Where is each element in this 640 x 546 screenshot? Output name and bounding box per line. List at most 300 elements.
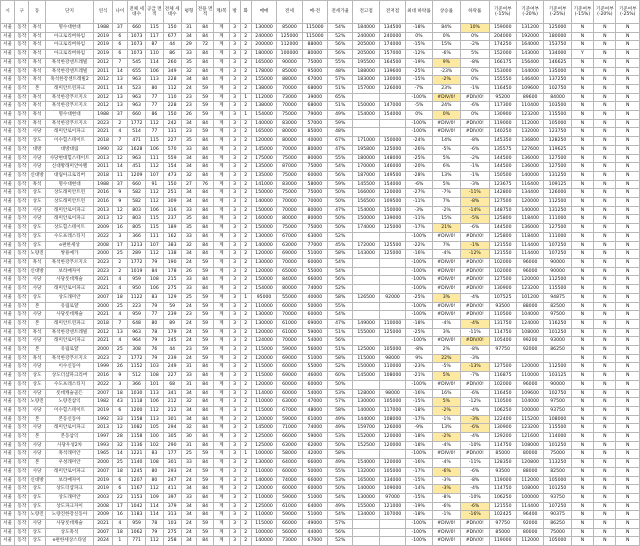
table-cell[interactable]: 1965	[94, 450, 112, 459]
table-cell[interactable]: 2019	[94, 476, 112, 485]
table-cell[interactable]: 60000	[277, 389, 302, 398]
table-cell[interactable]: 31	[181, 24, 196, 33]
table-cell[interactable]: 6%	[432, 163, 460, 172]
table-cell[interactable]	[353, 302, 379, 311]
table-cell[interactable]: 3	[229, 433, 240, 442]
table-cell[interactable]: 5%	[461, 50, 489, 59]
table-cell[interactable]: 144000	[516, 67, 543, 76]
column-header[interactable]: 전고점	[353, 1, 379, 24]
table-cell[interactable]: 120000	[251, 380, 276, 389]
table-cell[interactable]: 523	[127, 84, 145, 93]
table-cell[interactable]: 서울	[1, 511, 15, 520]
table-cell[interactable]: 84	[197, 493, 214, 502]
table-cell[interactable]: 108000	[544, 415, 571, 424]
table-cell[interactable]: 계	[214, 119, 229, 128]
table-cell[interactable]: 115	[146, 215, 163, 224]
table-cell[interactable]: 동작	[15, 398, 29, 407]
table-cell[interactable]: 2	[240, 276, 251, 285]
table-cell[interactable]: 서울	[1, 128, 15, 137]
table-cell[interactable]: 175000	[251, 154, 276, 163]
table-cell[interactable]: 60000	[277, 380, 302, 389]
table-cell[interactable]: 33	[181, 372, 196, 381]
table-cell[interactable]: 32	[112, 441, 127, 450]
table-cell[interactable]: 24	[181, 337, 196, 346]
table-cell[interactable]: N	[571, 215, 593, 224]
table-cell[interactable]: 75000	[302, 189, 327, 198]
table-cell[interactable]: 6	[112, 50, 127, 59]
table-cell[interactable]: 103500	[544, 102, 571, 111]
table-cell[interactable]: #DIV/0!	[461, 267, 489, 276]
table-cell[interactable]: 106	[146, 145, 163, 154]
table-cell[interactable]: 144500	[489, 163, 516, 172]
table-cell[interactable]: 동작	[15, 232, 29, 241]
table-cell[interactable]: 2016	[94, 198, 112, 207]
table-cell[interactable]: N	[594, 476, 616, 485]
table-cell[interactable]: 144500	[489, 154, 516, 163]
table-cell[interactable]: 49%	[328, 459, 353, 468]
table-cell[interactable]: 120000	[516, 363, 543, 372]
table-cell[interactable]: 상도	[29, 537, 45, 546]
table-cell[interactable]: 120000	[251, 354, 276, 363]
table-cell[interactable]: 115500	[544, 111, 571, 120]
table-cell[interactable]: 7	[112, 319, 127, 328]
table-cell[interactable]: 2	[112, 354, 127, 363]
table-cell[interactable]: 112000	[516, 119, 543, 128]
table-cell[interactable]: 2021	[94, 337, 112, 346]
table-cell[interactable]: 77	[146, 102, 163, 111]
table-cell[interactable]: 동작	[15, 198, 29, 207]
table-cell[interactable]: -6%	[461, 424, 489, 433]
table-cell[interactable]: 113	[146, 76, 163, 85]
table-cell[interactable]: 동작	[15, 528, 29, 537]
table-cell[interactable]: 86	[163, 50, 181, 59]
table-cell[interactable]: -9%	[406, 424, 432, 433]
table-cell[interactable]: 61000	[302, 415, 327, 424]
table-cell[interactable]: 104000	[516, 398, 543, 407]
table-cell[interactable]: 노량진한강신동아	[45, 511, 94, 520]
table-cell[interactable]: 959	[127, 276, 145, 285]
table-cell[interactable]: 49000	[302, 520, 327, 529]
table-cell[interactable]: 67000	[277, 232, 302, 241]
table-cell[interactable]: 35	[181, 224, 196, 233]
table-cell[interactable]: 이수신동아	[45, 363, 94, 372]
table-cell[interactable]: 180000	[353, 154, 379, 163]
table-cell[interactable]: -11%	[461, 189, 489, 198]
table-cell[interactable]: N	[594, 50, 616, 59]
table-cell[interactable]: N	[594, 137, 616, 146]
table-cell[interactable]: N	[571, 302, 593, 311]
table-cell[interactable]: 34	[181, 154, 196, 163]
table-cell[interactable]: N	[616, 189, 640, 198]
table-cell[interactable]: 3	[229, 198, 240, 207]
table-cell[interactable]: -12%	[461, 398, 489, 407]
table-cell[interactable]: -2%	[461, 154, 489, 163]
table-cell[interactable]: 1997	[94, 433, 112, 442]
table-cell[interactable]: 84	[197, 145, 214, 154]
table-cell[interactable]: 79	[146, 528, 163, 537]
table-cell[interactable]: 103125	[544, 372, 571, 381]
table-cell[interactable]: 294	[163, 424, 181, 433]
table-cell[interactable]: N	[594, 346, 616, 355]
table-cell[interactable]: -17%	[406, 415, 432, 424]
column-header[interactable]: 기준여부 (-15%)	[489, 1, 516, 24]
table-cell[interactable]	[379, 337, 405, 346]
table-cell[interactable]: 동작	[15, 285, 29, 294]
table-cell[interactable]: -13%	[461, 363, 489, 372]
table-cell[interactable]: 56%	[328, 41, 353, 50]
table-cell[interactable]: N	[616, 406, 640, 415]
table-cell[interactable]: -100%	[406, 128, 432, 137]
table-cell[interactable]: 39000	[302, 93, 327, 102]
table-cell[interactable]: -100%	[406, 267, 432, 276]
table-cell[interactable]: 92000	[516, 346, 543, 355]
table-cell[interactable]: 51000	[302, 354, 327, 363]
table-cell[interactable]: 97000	[379, 493, 405, 502]
table-cell[interactable]: 1158	[127, 415, 145, 424]
table-cell[interactable]: 56000	[277, 528, 302, 537]
table-cell[interactable]: 서울	[1, 119, 15, 128]
table-cell[interactable]: 53%	[328, 389, 353, 398]
table-cell[interactable]: 계	[214, 128, 229, 137]
table-cell[interactable]: 49%	[328, 424, 353, 433]
table-cell[interactable]: 114000	[544, 433, 571, 442]
table-cell[interactable]: 3	[229, 32, 240, 41]
table-cell[interactable]	[353, 119, 379, 128]
table-cell[interactable]: 1153	[127, 493, 145, 502]
table-cell[interactable]: 계	[214, 337, 229, 346]
table-cell[interactable]: 75000	[277, 189, 302, 198]
table-cell[interactable]: 771	[127, 537, 145, 546]
table-cell[interactable]: 84	[197, 363, 214, 372]
table-cell[interactable]: 33	[112, 415, 127, 424]
table-cell[interactable]: 85000	[489, 450, 516, 459]
table-cell[interactable]: N	[571, 189, 593, 198]
table-cell[interactable]: -11%	[406, 198, 432, 207]
table-cell[interactable]: 1019	[127, 267, 145, 276]
table-cell[interactable]: e편한세상스타일	[45, 537, 94, 546]
table-cell[interactable]: 이수힐스테이트	[45, 137, 94, 146]
table-cell[interactable]: 서울	[1, 389, 15, 398]
table-cell[interactable]: 140000	[353, 485, 379, 494]
table-cell[interactable]: 서울	[1, 84, 15, 93]
table-cell[interactable]: 78	[146, 520, 163, 529]
table-cell[interactable]	[379, 302, 405, 311]
table-cell[interactable]: -11%	[461, 328, 489, 337]
table-cell[interactable]: 계	[214, 285, 229, 294]
table-cell[interactable]: 127500	[489, 363, 516, 372]
table-cell[interactable]: 130000	[379, 76, 405, 85]
table-cell[interactable]: 4	[112, 285, 127, 294]
table-cell[interactable]: N	[594, 502, 616, 511]
table-cell[interactable]: 서울	[1, 372, 15, 381]
table-cell[interactable]: 105000	[544, 119, 571, 128]
table-cell[interactable]: 117	[146, 32, 163, 41]
table-cell[interactable]: #DIV/0!	[432, 450, 460, 459]
table-cell[interactable]: 114	[146, 511, 163, 520]
table-cell[interactable]: 2	[240, 363, 251, 372]
table-cell[interactable]: 305	[163, 433, 181, 442]
table-cell[interactable]: 49%	[328, 502, 353, 511]
column-header[interactable]: 전용 면적	[197, 1, 214, 24]
table-cell[interactable]: 래미안로이파크	[45, 128, 94, 137]
table-cell[interactable]: 3	[229, 511, 240, 520]
table-cell[interactable]: 2011	[94, 84, 112, 93]
table-cell[interactable]: 31	[181, 441, 196, 450]
table-cell[interactable]: 204000	[489, 32, 516, 41]
table-cell[interactable]	[379, 232, 405, 241]
table-cell[interactable]: 950	[127, 285, 145, 294]
table-cell[interactable]: 25	[181, 450, 196, 459]
table-cell[interactable]: 10%	[461, 24, 489, 33]
table-cell[interactable]: 34	[181, 502, 196, 511]
table-cell[interactable]: 110	[163, 93, 181, 102]
table-cell[interactable]: 34	[181, 389, 196, 398]
table-cell[interactable]: -2%	[461, 41, 489, 50]
table-cell[interactable]: 1073	[127, 32, 145, 41]
table-cell[interactable]: 9	[112, 189, 127, 198]
table-cell[interactable]: 서울	[1, 93, 15, 102]
table-cell[interactable]: -16%	[461, 511, 489, 520]
table-cell[interactable]: 2007	[94, 467, 112, 476]
table-cell[interactable]: #DIV/0!	[461, 276, 489, 285]
table-cell[interactable]: N	[616, 276, 640, 285]
table-cell[interactable]: 2	[240, 398, 251, 407]
column-header[interactable]: 화	[240, 1, 251, 24]
table-cell[interactable]: 2024	[94, 537, 112, 546]
table-cell[interactable]: 655	[127, 67, 145, 76]
table-cell[interactable]: 5%	[432, 372, 460, 381]
table-cell[interactable]: 159700	[353, 424, 379, 433]
table-cell[interactable]: 189	[163, 224, 181, 233]
table-cell[interactable]: 110000	[251, 467, 276, 476]
table-cell[interactable]: 4	[112, 337, 127, 346]
table-cell[interactable]: 88000	[516, 467, 543, 476]
table-cell[interactable]: 사당	[29, 520, 45, 529]
table-cell[interactable]: N	[594, 372, 616, 381]
table-cell[interactable]	[353, 276, 379, 285]
table-cell[interactable]: 47%	[328, 319, 353, 328]
table-cell[interactable]: 흑석한강센트레빌	[45, 58, 94, 67]
table-cell[interactable]: 50%	[328, 485, 353, 494]
table-cell[interactable]: 계	[214, 389, 229, 398]
table-cell[interactable]: 58%	[328, 450, 353, 459]
table-cell[interactable]: 127500	[544, 224, 571, 233]
table-cell[interactable]: 135000	[251, 163, 276, 172]
table-cell[interactable]: 17	[112, 241, 127, 250]
table-cell[interactable]: 80	[146, 84, 163, 93]
table-cell[interactable]: 33	[181, 50, 196, 59]
table-cell[interactable]: 상도	[29, 189, 45, 198]
table-cell[interactable]: 18	[112, 467, 127, 476]
table-cell[interactable]: 95000	[302, 67, 327, 76]
table-cell[interactable]: 2	[240, 493, 251, 502]
table-cell[interactable]: N	[594, 493, 616, 502]
table-cell[interactable]: N	[594, 119, 616, 128]
table-cell[interactable]: -17%	[406, 467, 432, 476]
table-cell[interactable]: 2012	[94, 102, 112, 111]
table-cell[interactable]: -14%	[461, 206, 489, 215]
table-cell[interactable]: 115000	[353, 354, 379, 363]
table-cell[interactable]: 동작	[15, 337, 29, 346]
table-cell[interactable]: N	[571, 119, 593, 128]
table-cell[interactable]: N	[571, 476, 593, 485]
table-cell[interactable]: N	[594, 206, 616, 215]
table-cell[interactable]: 153000	[489, 67, 516, 76]
table-cell[interactable]: 145000	[251, 424, 276, 433]
table-cell[interactable]: -3%	[461, 415, 489, 424]
table-cell[interactable]: 2019	[94, 50, 112, 59]
table-cell[interactable]: 120000	[379, 441, 405, 450]
table-cell[interactable]: 동작	[15, 84, 29, 93]
table-cell[interactable]: 131200	[516, 24, 543, 33]
table-cell[interactable]: 아크로리버하임	[45, 41, 94, 50]
table-cell[interactable]: 1772	[127, 354, 145, 363]
table-cell[interactable]: -14%	[406, 485, 432, 494]
table-cell[interactable]: 54%	[328, 163, 353, 172]
table-cell[interactable]: 139000	[379, 215, 405, 224]
table-cell[interactable]: -23%	[406, 363, 432, 372]
table-cell[interactable]: 75000	[277, 171, 302, 180]
table-cell[interactable]: 3	[229, 528, 240, 537]
table-cell[interactable]: 계	[214, 163, 229, 172]
table-cell[interactable]: 57000	[302, 119, 327, 128]
table-cell[interactable]: -6%	[461, 145, 489, 154]
table-cell[interactable]: 130900	[489, 285, 516, 294]
table-cell[interactable]: 107250	[544, 250, 571, 259]
table-cell[interactable]: -19%	[406, 58, 432, 67]
table-cell[interactable]: 102425	[489, 511, 516, 520]
table-cell[interactable]: 흑석한강푸르지오	[45, 258, 94, 267]
table-cell[interactable]: 130000	[251, 24, 276, 33]
table-cell[interactable]: 56%	[328, 528, 353, 537]
table-cell[interactable]: 1221	[127, 450, 145, 459]
table-cell[interactable]: 59	[197, 84, 214, 93]
table-cell[interactable]: 상도	[29, 232, 45, 241]
table-cell[interactable]: N	[594, 102, 616, 111]
table-cell[interactable]: 101250	[544, 328, 571, 337]
table-cell[interactable]: 2016	[94, 372, 112, 381]
table-cell[interactable]: 137250	[544, 76, 571, 85]
table-cell[interactable]: 154000	[251, 285, 276, 294]
table-cell[interactable]: 86	[146, 111, 163, 120]
table-cell[interactable]: 96000	[516, 267, 543, 276]
table-cell[interactable]: 112000	[251, 93, 276, 102]
table-cell[interactable]: 흑석	[29, 102, 45, 111]
table-cell[interactable]: 2	[240, 459, 251, 468]
table-cell[interactable]: 흑석	[29, 41, 45, 50]
table-cell[interactable]: 35	[181, 215, 196, 224]
table-cell[interactable]: 13	[112, 76, 127, 85]
table-cell[interactable]: 127500	[544, 163, 571, 172]
table-cell[interactable]: N	[594, 24, 616, 33]
table-cell[interactable]: 101	[146, 380, 163, 389]
table-cell[interactable]: 56%	[328, 337, 353, 346]
table-cell[interactable]: 상도흑석	[45, 528, 94, 537]
table-cell[interactable]: 84	[197, 163, 214, 172]
table-cell[interactable]: 서울	[1, 276, 15, 285]
column-header[interactable]: 계/복	[214, 1, 229, 24]
table-cell[interactable]: 471	[127, 137, 145, 146]
table-cell[interactable]: 112	[146, 198, 163, 207]
table-cell[interactable]: 120000	[251, 328, 276, 337]
table-cell[interactable]: 54%	[328, 493, 353, 502]
table-cell[interactable]: 계	[214, 537, 229, 546]
table-cell[interactable]: 140000	[251, 198, 276, 207]
table-cell[interactable]: 37	[112, 24, 127, 33]
table-cell[interactable]: 131	[163, 128, 181, 137]
table-cell[interactable]: 648	[127, 319, 145, 328]
table-cell[interactable]: N	[616, 328, 640, 337]
table-cell[interactable]: 1	[240, 293, 251, 302]
table-cell[interactable]: 118400	[516, 215, 543, 224]
table-cell[interactable]: 흑석	[29, 354, 45, 363]
table-cell[interactable]: 134400	[516, 189, 543, 198]
table-cell[interactable]: 명수대현대	[45, 180, 94, 189]
table-cell[interactable]: 24	[181, 319, 196, 328]
table-cell[interactable]	[544, 354, 571, 363]
table-cell[interactable]: N	[571, 511, 593, 520]
table-cell[interactable]: 105000	[379, 398, 405, 407]
table-cell[interactable]: 120000	[379, 459, 405, 468]
table-cell[interactable]: 24	[181, 302, 196, 311]
column-header[interactable]: 상승률	[432, 1, 460, 24]
table-cell[interactable]: 2	[240, 346, 251, 355]
table-cell[interactable]: 18	[112, 389, 127, 398]
table-cell[interactable]: N	[594, 198, 616, 207]
table-cell[interactable]: 172000	[353, 241, 379, 250]
table-cell[interactable]: 3	[229, 154, 240, 163]
table-cell[interactable]: 27	[181, 180, 196, 189]
table-cell[interactable]: 흑석한강푸르지오	[45, 354, 94, 363]
table-cell[interactable]: 1082	[127, 424, 145, 433]
table-cell[interactable]: 2009	[94, 224, 112, 233]
table-cell[interactable]: 155000	[353, 328, 379, 337]
table-cell[interactable]: 3	[229, 293, 240, 302]
table-cell[interactable]: 56000	[302, 346, 327, 355]
table-cell[interactable]: 239	[163, 354, 181, 363]
table-cell[interactable]: 660	[127, 180, 145, 189]
table-cell[interactable]: 서울	[1, 424, 15, 433]
table-cell[interactable]: 동작	[15, 137, 29, 146]
table-cell[interactable]: 25	[112, 250, 127, 259]
table-cell[interactable]: 1992	[94, 415, 112, 424]
table-cell[interactable]: 115	[146, 137, 163, 146]
table-cell[interactable]: 흑석	[29, 67, 45, 76]
column-header[interactable]: 기준여부 (-25%)	[616, 1, 640, 24]
table-cell[interactable]: 우성래미안	[45, 459, 94, 468]
table-cell[interactable]: N	[594, 406, 616, 415]
table-cell[interactable]: 24	[181, 467, 196, 476]
table-cell[interactable]: 963	[127, 102, 145, 111]
table-cell[interactable]: 1245	[127, 467, 145, 476]
table-cell[interactable]: 59	[197, 311, 214, 320]
table-cell[interactable]: 상도래미안트윈	[45, 189, 94, 198]
table-cell[interactable]: 130000	[251, 232, 276, 241]
table-cell[interactable]: 60000	[302, 380, 327, 389]
table-cell[interactable]: N	[594, 215, 616, 224]
table-cell[interactable]: 서울	[1, 267, 15, 276]
table-cell[interactable]: 3	[229, 50, 240, 59]
table-cell[interactable]: 126000	[379, 424, 405, 433]
table-cell[interactable]: 113	[146, 415, 163, 424]
table-cell[interactable]: 2019	[94, 32, 112, 41]
table-cell[interactable]: 110000	[251, 302, 276, 311]
table-cell[interactable]: N	[594, 58, 616, 67]
table-cell[interactable]	[353, 267, 379, 276]
table-cell[interactable]: 35	[181, 137, 196, 146]
table-cell[interactable]: 24	[181, 328, 196, 337]
table-cell[interactable]: 상도래미안	[45, 493, 94, 502]
